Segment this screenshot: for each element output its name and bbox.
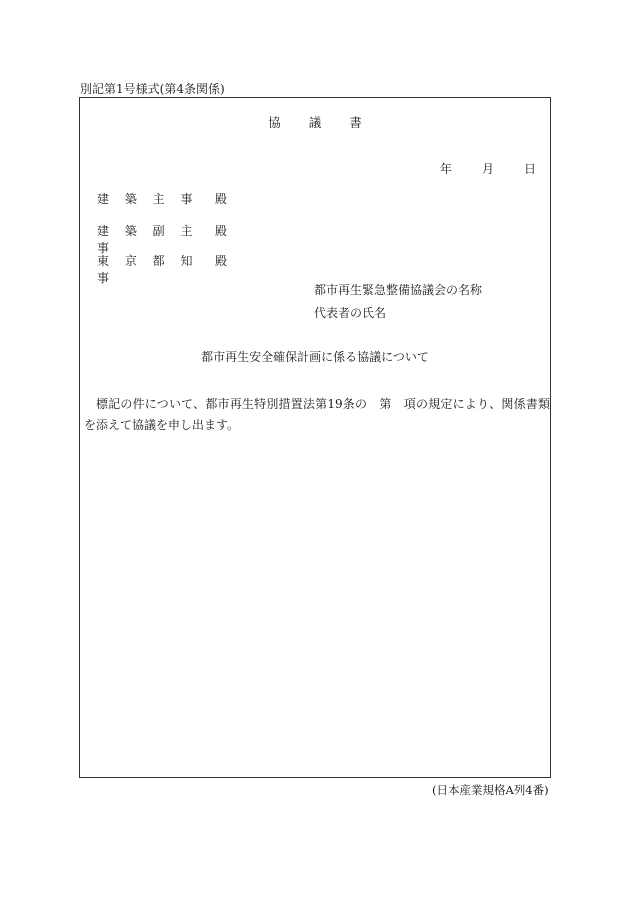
addressee-honorific: 殿 <box>215 224 228 238</box>
addressee-honorific: 殿 <box>215 254 228 268</box>
date-month-label: 月 <box>481 162 494 176</box>
date-line <box>440 160 536 177</box>
addressee-deputy-building-official <box>97 222 227 256</box>
council-name-label: 都市再生緊急整備協議会の名称 <box>314 283 483 297</box>
addressee-name: 建 築 主 事 <box>97 192 199 206</box>
addressee-honorific: 殿 <box>215 192 228 206</box>
form-title: 協 議 書 <box>268 115 374 130</box>
form-frame <box>79 97 551 778</box>
addressee-building-official <box>97 190 227 207</box>
date-day-label: 日 <box>523 162 536 176</box>
subject-line: 都市再生安全確保計画に係る協議について <box>201 350 429 364</box>
addressee-tokyo-governor <box>97 252 227 286</box>
addressee-name: 建 築 副 主 事 <box>97 224 199 255</box>
addressee-name: 東 京 都 知 事 <box>97 254 199 285</box>
body-paragraph: 標記の件について、都市再生特別措置法第19条の 第 項の規定により、関係書類を添えて協議を申し出ます。 <box>84 397 550 432</box>
form-reference: 別記第1号様式(第4条関係) <box>80 82 225 96</box>
paper-size-note: (日本産業規格A列4番) <box>432 783 549 797</box>
representative-name-label: 代表者の氏名 <box>314 306 387 320</box>
date-year-label: 年 <box>439 162 452 176</box>
